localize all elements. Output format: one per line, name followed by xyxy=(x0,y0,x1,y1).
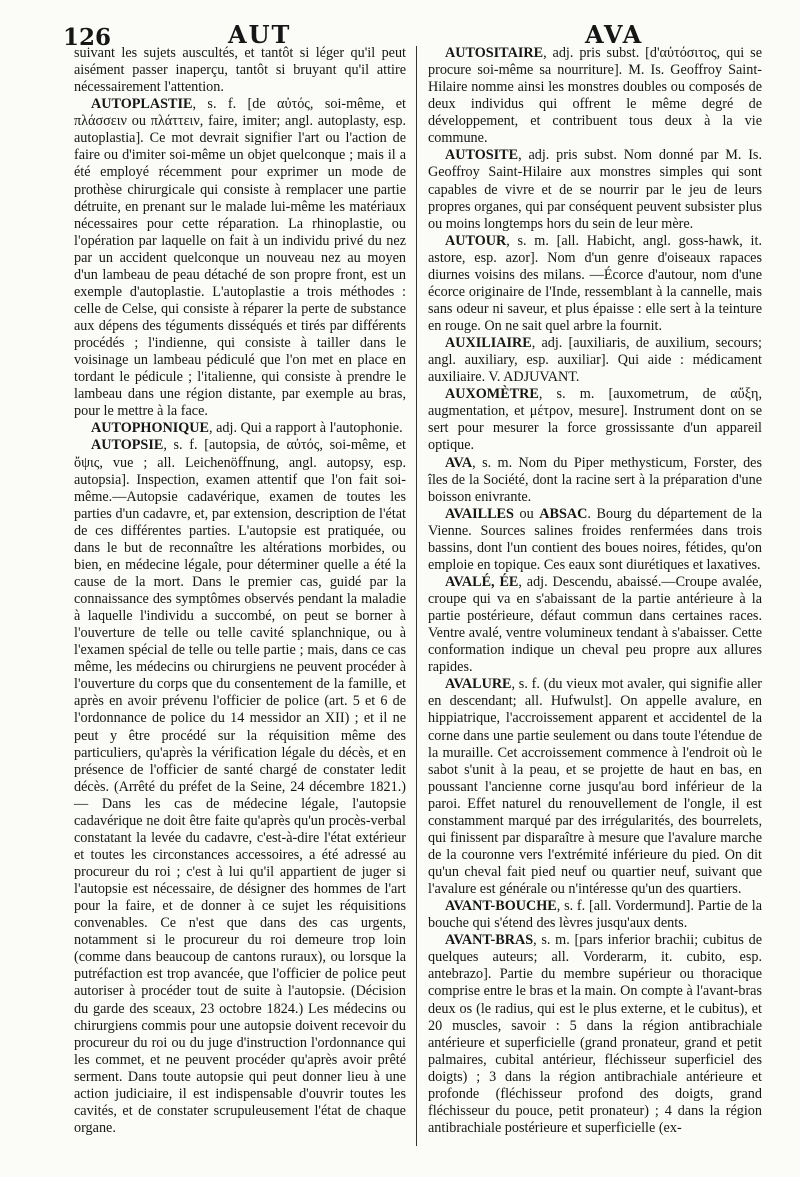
headword: AUTOSITAIRE xyxy=(445,45,544,61)
definition: , s. m. Nom du Piper methysticum, Forster, des îles de la Société, dont la racine sert à la préparation d'une boisson enivrante. xyxy=(428,454,762,505)
definition: , s. f. [de αὐτός, soi-même, et πλάσσειν ou πλάττειν, faire, imiter; angl. autoplasty, esp. autoplastia]. Ce mot devrait signifier l'art ou l'action de faire ou d'imiter soi-même un objet quelconque ; mais il a été employé récemment pour exprimer un mode de prothèse chirurgicale qui consiste à remplacer une partie détruite, en prenant sur le malade lui-même les matériaux nécessaires pour cette réparation. La rhinoplastie, ou l'opération par laquelle on fait à un individu privé du nez par un accident quelconque un nouveau nez au moyen d'un lambeau de peau détaché de son propre front, est un exemple d'autoplastie. L'autoplastie a trois méthodes : celle de Celse, qui consiste à réparer la perte de substance aux dépens des téguments disséqués et tirés par différents procédés ; l'indienne, qui consiste à tailler dans le voisinage un lambeau pédiculé que l'on met en place en tordant le pédicule ; l'italienne, qui consiste à prendre le lambeau dans une région distante, par exemple au bras, pour le mettre à la face. xyxy=(74,96,406,420)
entry-availles xyxy=(428,506,762,574)
definition: , s. f. [autopsia, de αὐτός, soi-même, et ὄψις, vue ; all. Leichenöffnung, angl. autopsy, esp. autopsia]. Inspection, examen attentif que l'on fait soi-même.—Autopsie cadavérique, examen de toutes les parties d'un cadavre, et, par extension, description de l'état de ces différentes parties. L'autopsie est pratiquée, ou dans le but de reconnaître les altérations morbides, ou bien, en médecine légale, pour déterminer quelle a été la cause de la mort. Dans le premier cas, guidé par la connaissance des symptômes observés pendant la maladie à laquelle l'individu a succombé, on peut se borner à l'ouverture de telle ou telle cavité splanchnique, ou à l'examen spécial de telle ou telle partie ; mais, dans ce cas même, les médecins ou chirurgiens ne peuvent procéder à l'ouverture du corps que du consentement de la famille, et après en avoir prévenu l'officier de police (art. 5 et 6 de l'ordonnance de police du 14 messidor an XII) ; et il ne peut y être procédé sur la réquisition même des particuliers, qu'après la vérification légale du décès, et en présence de l'officier de santé chargé de constater ledit décès. (Arrêté du préfet de la Seine, 24 décembre 1821.) — Dans les cas de médecine légale, l'autopsie cadavérique ne doit être faite qu'après qu'un procès-verbal constatant la levée du cadavre, c'est-à-dire l'état extérieur et toutes les circonstances accessoires, a été adressé au procureur du roi ; c'est à lui qu'il appartient de juger si l'autopsie est nécessaire, de désigner des hommes de l'art pour la faire, et de donner à ce sujet les réquisitions convenables. Ce n'est que dans des cas urgents, notamment si le procureur du roi demeure trop loin (comme dans beaucoup de cantons ruraux), ou lorsque la putréfaction est trop avancée, que l'officier de police peut autoriser à procéder tout de suite à l'autopsie. (Décision du garde des sceaux, 23 octobre 1824.) Les médecins ou chirurgiens commis pour une autopsie doivent recevoir du procureur du roi ou du juge d'instruction l'ordonnance qui les commet, et ne peuvent procéder qu'après avoir prêté serment. Dans toute autopsie qui peut donner lieu à une action judiciaire, il est indispensable d'ouvrir toutes les cavités, et de constater scrupuleusement l'état de chaque organe. xyxy=(74,437,406,1136)
right-column xyxy=(428,45,762,1137)
entry-ava xyxy=(428,455,762,506)
entry-autosite xyxy=(428,147,762,232)
continuation-text: suivant les sujets auscultés, et tantôt si léger qu'il peut aisément passer inaperçu, tantôt si bruyant qu'il attire nécessairement l'attention. xyxy=(74,45,406,96)
headword: AVANT-BRAS xyxy=(445,932,534,949)
entry-autour xyxy=(428,233,762,335)
headword: AVAILLES xyxy=(445,505,514,522)
entry-avant-bouche xyxy=(428,898,762,932)
headword-joiner: ou xyxy=(513,505,540,522)
entry-autophonique xyxy=(74,420,406,437)
headword-alt: ABSAC xyxy=(539,505,588,522)
entry-avalure xyxy=(428,676,762,898)
headword: AVA xyxy=(445,454,473,471)
definition: . Bourg du département de la Vienne. Sources salines froides renfermées dans trois bassins, dont l'un contient des boues noires, fétides, qu'on emploie en topique. Ces eaux sont diurétiques et laxatives. xyxy=(428,505,762,573)
definition: , adj. [auxiliaris, de auxilium, secours; angl. auxiliary, esp. auxiliar]. Qui aide : médicament auxiliaire. V. ADJUVANT. xyxy=(428,335,762,386)
definition: , adj. pris subst. Nom donné par M. Is. Geoffroy Saint-Hilaire aux monstres simples qui sont capables de vivre et de se nourrir par le jeu de leurs propres organes, qui par conséquent peuvent subsister plus ou moins longtemps hors du sein de leur mère. xyxy=(428,147,762,232)
entry-autopsie xyxy=(74,437,406,1137)
entry-avant-bras xyxy=(428,932,762,1137)
left-column xyxy=(74,45,406,1137)
entry-autositaire xyxy=(428,45,762,147)
headword: AUTOSITE xyxy=(445,147,519,164)
definition: , s. f. [all. Vordermund]. Partie de la bouche qui s'étend des lèvres jusqu'aux dents. xyxy=(428,898,762,932)
headword: AUXILIAIRE xyxy=(445,335,532,352)
entry-autoplastie xyxy=(74,96,406,420)
definition: , adj. Descendu, abaissé.—Croupe avalée, croupe qui va en s'abaissant de la partie antérieure à la partie postérieure, défaut commun dans certaines races. Ventre avalé, ventre volumineux tendant à s'abaisser. Cette conformation indique un cheval peu propre aux allures rapides. xyxy=(428,573,762,676)
column-rule xyxy=(416,46,417,1146)
headword: AVALURE xyxy=(445,676,512,693)
running-header xyxy=(0,20,800,51)
entry-auxometre xyxy=(428,386,762,454)
headword: AUXOMÈTRE xyxy=(445,386,539,403)
headword: AUTOPLASTIE xyxy=(91,96,193,113)
definition: , s. m. [auxometrum, de αὔξη, augmentation, et μέτρον, mesure]. Instrument dont on se sert pour mesurer la force grossissante d'un appareil optique. xyxy=(428,386,762,454)
page-number: 126 xyxy=(63,24,112,51)
definition: , s. m. [all. Habicht, angl. goss-hawk, it. astore, esp. azor]. Nom d'un genre d'oiseaux rapaces diurnes voisins des milans. —Écorce d'autour, nom d'une écorce originaire de l'Inde, ressemblant à la cannelle, mais sans odeur ni saveur, et plus épaisse : elle sert à la teinture en rouge. On ne sait quel arbre la fournit. xyxy=(428,232,762,334)
headword: AVALÉ, ÉE xyxy=(445,573,519,590)
definition: , s. m. [pars inferior brachii; cubitus de quelques auteurs; all. Vorderarm, it. cubito, esp. antebrazo]. Partie du membre supérieur ou thoracique comprise entre le bras et la main. On compte à l'avant-bras deux os (le radius, qui est le plus externe, et le cubitus), et 20 muscles, savoir : 5 dans la région antibrachiale antérieure et superficielle (grand pronateur, grand et petit palmaires, cubital antérieur, fléchisseur superficiel des doigts) ; 3 dans la région antibrachiale antérieure et profonde (fléchisseur profond des doigts, grand fléchisseur du pouce, petit pronateur) ; 4 dans la région antibrachiale postérieure et superficielle (ex- xyxy=(428,932,762,1136)
headword: AUTOPSIE xyxy=(91,437,164,454)
headword: AUTOUR xyxy=(445,232,507,249)
headword: AVANT-BOUCHE xyxy=(445,898,557,915)
definition: , adj. pris subst. [d'αὐτόσιτος, qui se procure soi-même sa nourriture]. M. Is. Geoffroy Saint-Hilaire nomme ainsi les monstres doubles ou composés de deux individus qui offrent le même degré de développement, et contribuent tous deux à la vie commune. xyxy=(428,45,762,147)
entry-avale xyxy=(428,574,762,676)
running-head-right: AVA xyxy=(585,20,644,49)
running-head-left: AUT xyxy=(228,20,292,49)
definition: , adj. Qui a rapport à l'autophonie. xyxy=(209,420,403,437)
entry-auxiliaire xyxy=(428,335,762,386)
headword: AUTOPHONIQUE xyxy=(91,420,210,437)
definition: , s. f. (du vieux mot avaler, qui signifie aller en descendant; all. Hufwulst]. On appelle avalure, en hippiatrique, l'accroissement apparent et accidentel de la corne dans une partie seulement ou dans toute l'étendue de la muraille. Cet accroissement commence à l'endroit où le sabot s'unit à la peau, et se projette de haut en bas, en poussant l'ancienne corne jusqu'au bord inférieur de la paroi. Effet naturel du renouvellement de l'ongle, il est constamment marqué par des irrégularités, des bourrelets, qui finissent par disparaître à mesure que l'avalure marche de la couronne vers l'extrémité inférieure du pied. On dit qu'un cheval fait pied neuf ou quartier neuf, suivant que l'avalure est générale ou n'intéresse qu'un des quartiers. xyxy=(428,676,762,898)
